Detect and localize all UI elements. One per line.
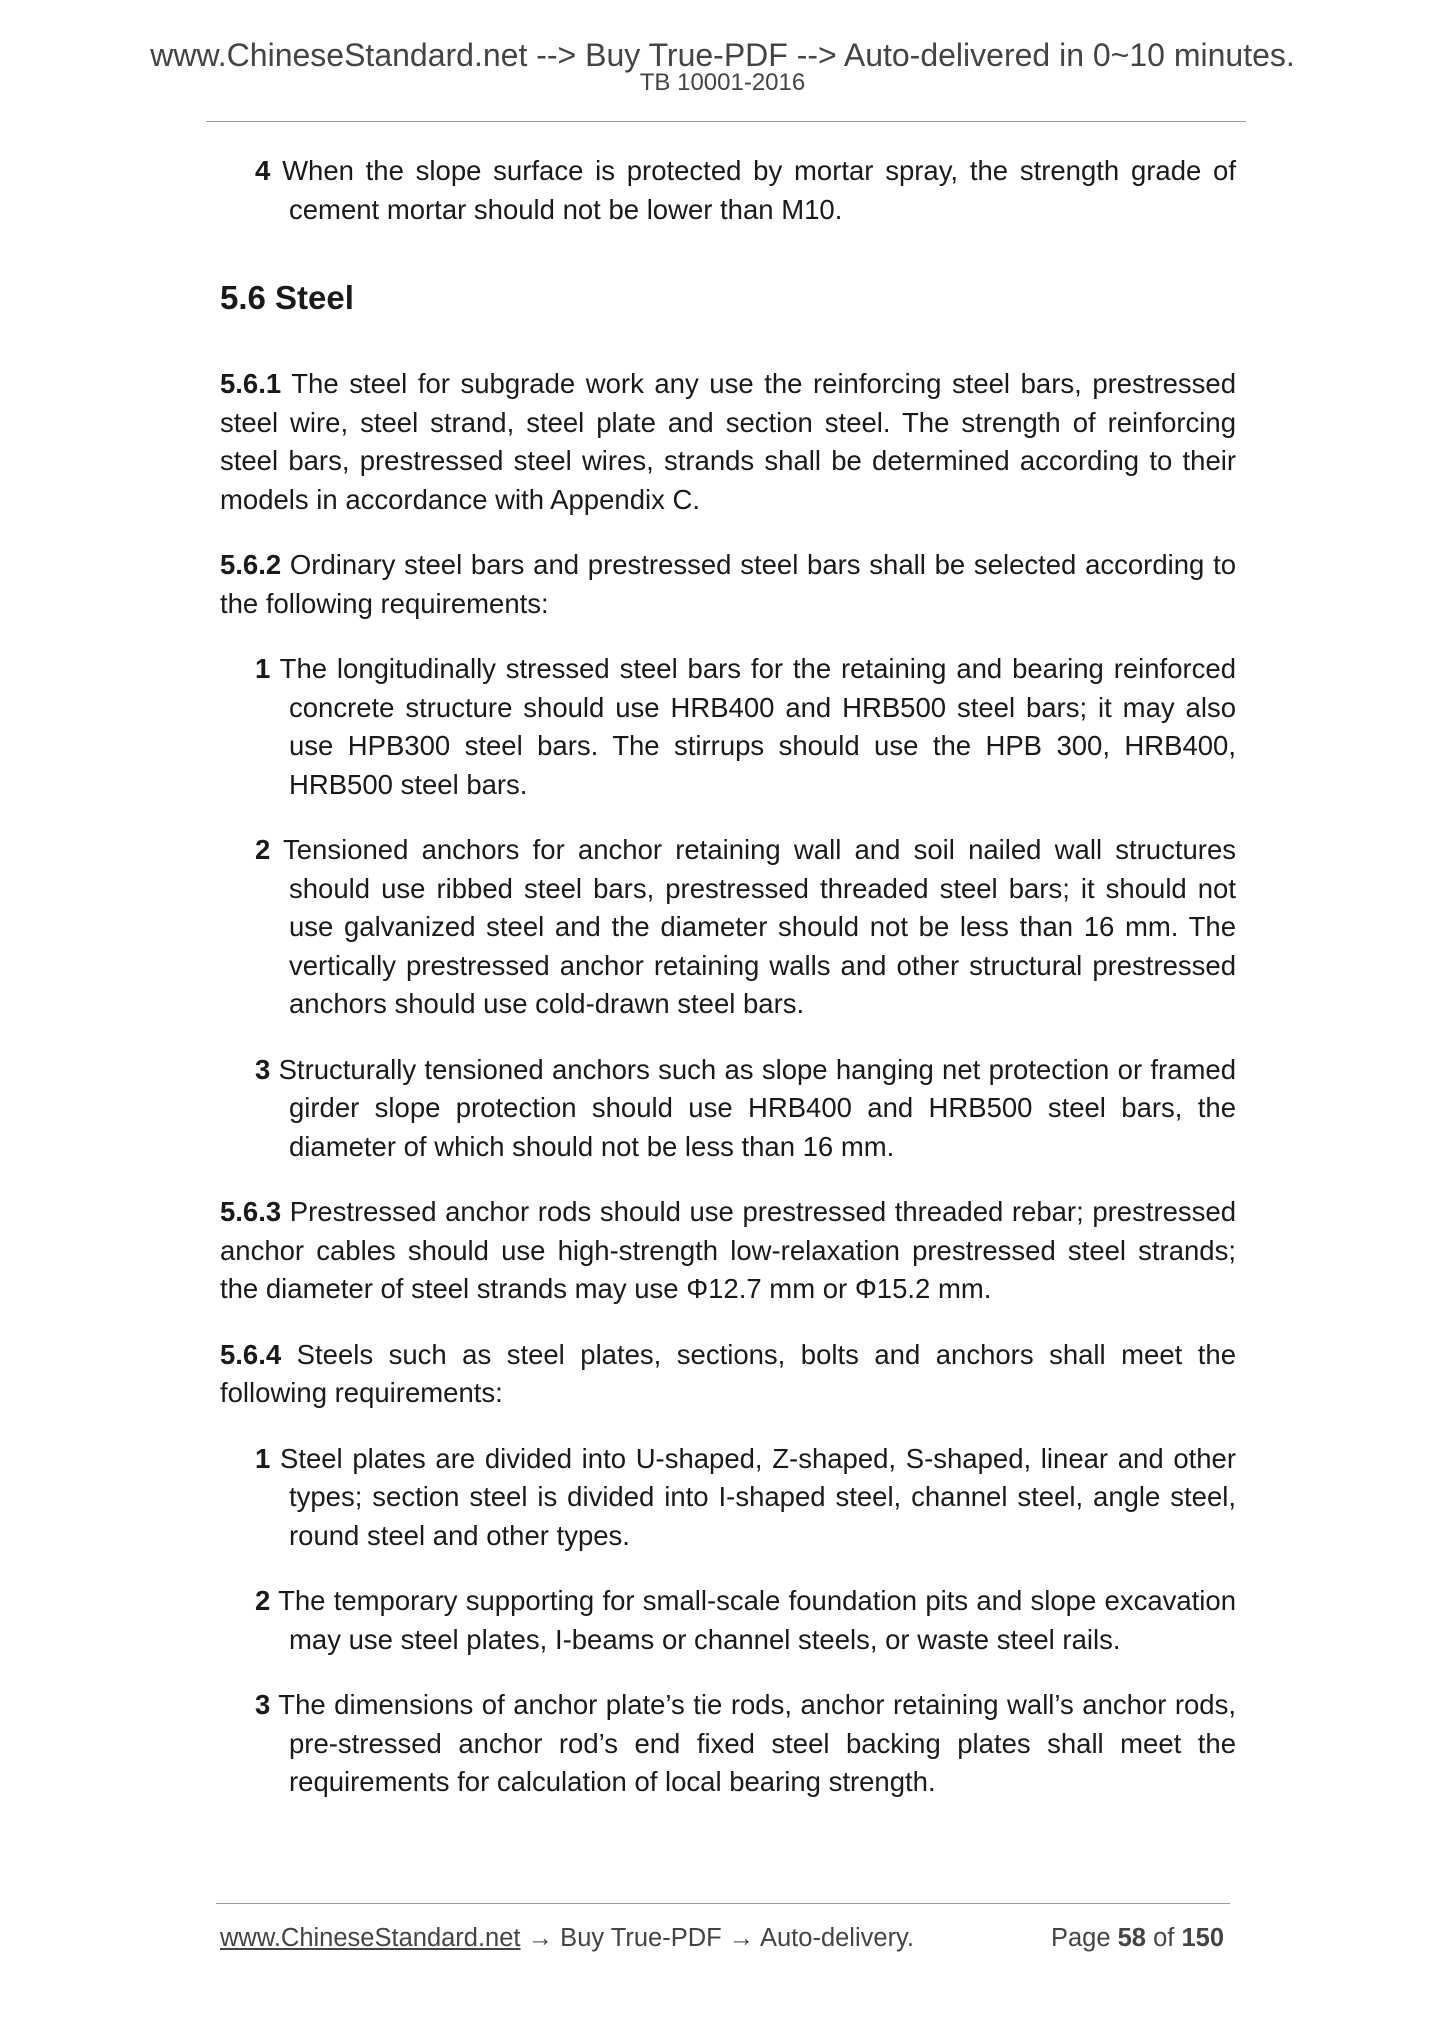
clause-5-6-4-item-3 (255, 1686, 1236, 1802)
clause-text: The steel for subgrade work any use the reinforcing steel bars, prestressed steel wire, steel strand, steel plate and section steel. The strength of reinforcing steel bars, prestressed steel wires, strands shall be determined according to their models in accordance with Appendix C. (220, 368, 1236, 515)
section-heading-steel: 5.6 Steel (220, 279, 354, 316)
footer-left (220, 1922, 914, 1954)
of-label: of (1153, 1924, 1175, 1952)
item-number: 3 (255, 1689, 271, 1720)
item-text: Steel plates are divided into U-shaped, Z-shaped, S-shaped, linear and other types; section steel is divided into I-shaped steel, channel steel, angle steel, round steel and other types. (270, 1442, 1236, 1551)
standard-code: TB 10001-2016 (639, 69, 806, 96)
clause-5-6-2-item-1 (255, 650, 1236, 804)
clause-text: Steels such as steel plates, sections, bolts and anchors shall meet the following requirements: (220, 1338, 1236, 1408)
item-text: The longitudinally stressed steel bars for the retaining and bearing reinforced concrete structure should use HRB400 and HRB500 steel bars; it may also use HPB300 steel bars. The stirrups should use the HPB 300, HRB400, HRB500 steel bars. (270, 653, 1236, 800)
page-total: 150 (1181, 1924, 1224, 1952)
clause-5-6-4-item-1 (255, 1440, 1236, 1556)
clause-5-6-2-item-2 (255, 831, 1236, 1024)
clause-5-6-4 (220, 1336, 1236, 1413)
item-text: When the slope surface is protected by mortar spray, the strength grade of cement mortar should not be lower than M10. (270, 155, 1236, 225)
item-number: 3 (255, 1053, 271, 1085)
clause-5-6-1 (220, 365, 1236, 519)
footer-site-link[interactable]: www.ChineseStandard.net (220, 1924, 521, 1952)
item-number: 1 (255, 1442, 271, 1474)
clause-5-6-4-item-2 (255, 1582, 1236, 1659)
clause-5-6-3 (220, 1193, 1236, 1309)
item-number: 2 (255, 1585, 271, 1616)
page-header (0, 36, 1445, 96)
clause-text: Ordinary steel bars and prestressed steel bars shall be selected according to the following requirements: (220, 549, 1236, 619)
page-label: Page (1050, 1924, 1111, 1952)
item-text: Structurally tensioned anchors such as slope hanging net protection or framed girder slope protection should use HRB400 and HRB500 steel bars, the diameter of which should not be less than 16 mm. (270, 1053, 1236, 1162)
item-text: Tensioned anchors for anchor retaining wall and soil nailed wall structures should use ribbed steel bars, prestressed threaded steel bars; it should not use galvanized steel and the diameter should not be less than 16 mm. The vertically prestressed anchor retaining walls and other structural prestressed anchors should use cold-drawn steel bars. (270, 834, 1236, 1019)
footer-divider (216, 1903, 1230, 1904)
item-text: The dimensions of anchor plate’s tie rods, anchor retaining wall’s anchor rods, pre-stressed anchor rod’s end fixed steel backing plates shall meet the requirements for calculation of local bearing strength. (270, 1689, 1236, 1797)
header-banner: www.ChineseStandard.net --> Buy True-PDF --> Auto-delivered in 0~10 minutes. (150, 37, 1295, 73)
page-content (220, 152, 1236, 1829)
clause-number: 5.6.2 (220, 549, 282, 580)
clause-number: 5.6.1 (220, 368, 282, 399)
page-indicator (1051, 1922, 1224, 1954)
item-number: 2 (255, 834, 271, 865)
item-number: 1 (255, 653, 271, 684)
clause-number: 5.6.3 (220, 1196, 282, 1227)
header-divider (206, 121, 1246, 122)
clause-5-6-2-item-3 (255, 1051, 1236, 1167)
page-number: 58 (1117, 1924, 1146, 1952)
item-number: 4 (255, 155, 271, 186)
clause-text: Prestressed anchor rods should use prestressed threaded rebar; prestressed anchor cables should use high-strength low-relaxation prestressed steel strands; the diameter of steel strands may use Φ12.7 mm or Φ15.2 mm. (220, 1196, 1236, 1304)
list-item-mortar-spray (255, 152, 1236, 229)
clause-number: 5.6.4 (220, 1338, 282, 1370)
clause-5-6-2 (220, 546, 1236, 623)
footer-trail: → Buy True-PDF → Auto-delivery. (520, 1924, 914, 1952)
item-text: The temporary supporting for small-scale foundation pits and slope excavation may use steel plates, I-beams or channel steels, or waste steel rails. (270, 1585, 1236, 1655)
